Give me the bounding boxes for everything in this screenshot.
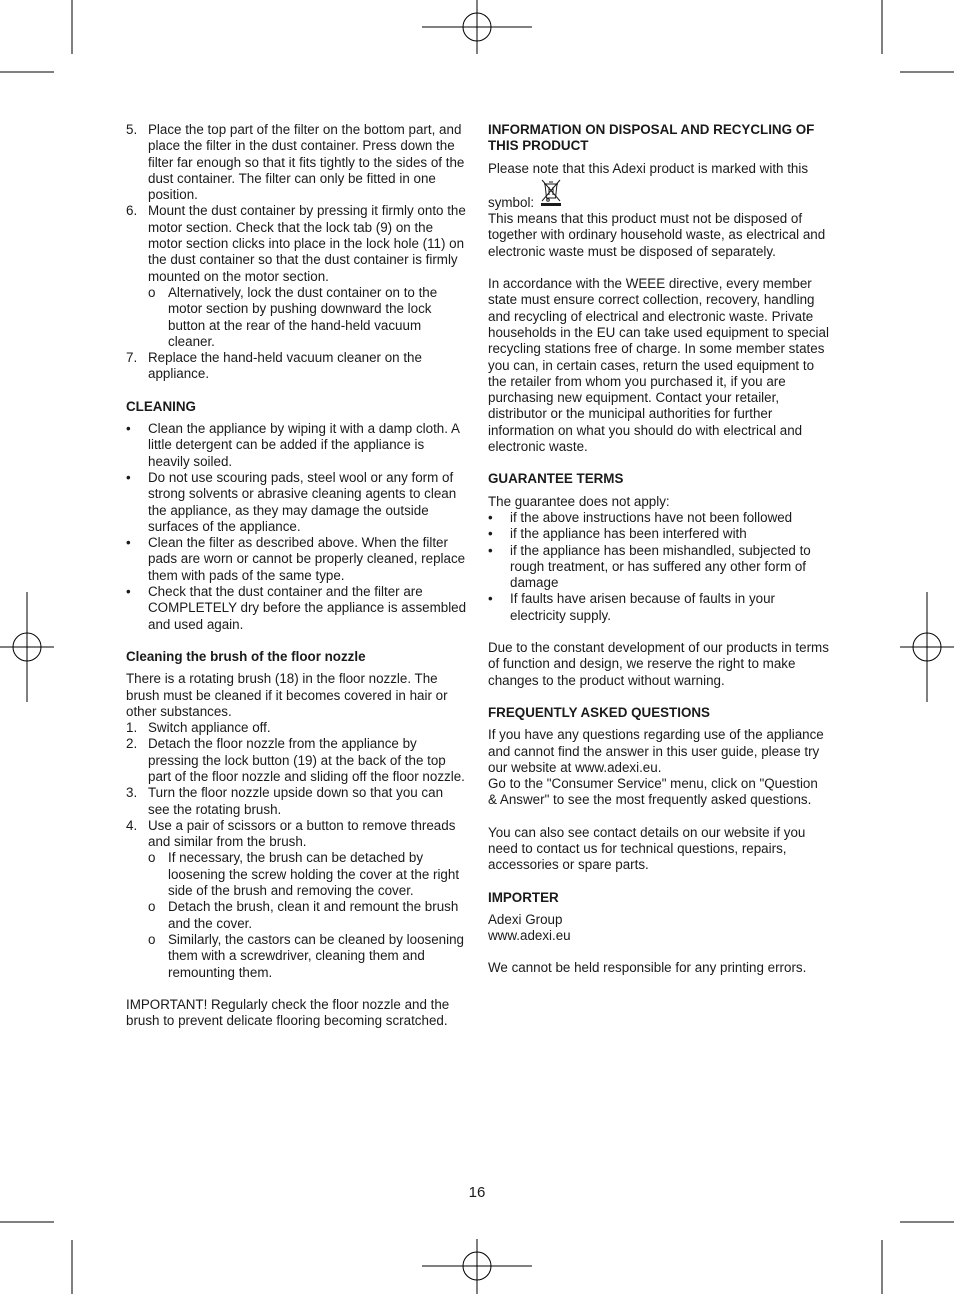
assembly-steps-continued: [126, 350, 468, 383]
registration-mark-left: [0, 592, 54, 702]
brush-sub-steps: [126, 850, 468, 980]
registration-mark-right: [900, 592, 954, 702]
importer-name: Adexi Group: [488, 911, 563, 927]
registration-mark-top: [422, 0, 532, 54]
list-item: 2. Detach the floor nozzle from the appliance by pressing the lock button (19) at the back of the top part of the floor nozzle and sliding off the floor nozzle.: [126, 736, 465, 784]
page-number: 16: [468, 1184, 486, 1201]
assembly-steps: [126, 122, 468, 285]
list-item: 1. Switch appliance off.: [126, 720, 271, 736]
guarantee-heading: GUARANTEE TERMS: [488, 471, 624, 487]
list-item: 5. Place the top part of the filter on the bottom part, and place the filter in the dust container. Press down the filter far enough so that it fits tightly to the sides of the dust container. The filter can only be fitted in one position.: [126, 122, 465, 203]
disposal-heading: INFORMATION ON DISPOSAL AND RECYCLING OF THIS PRODUCT: [488, 122, 815, 154]
registration-mark-bottom: [422, 1239, 532, 1294]
faq-paragraph-1: If you have any questions regarding use of the appliance and cannot find the answer in this user guide, please try our website at www.adexi.eu.: [488, 727, 824, 775]
list-item: • Clean the appliance by wiping it with a damp cloth. A little detergent can be added if the appliance is heavily soiled.: [126, 421, 460, 469]
brush-steps: [126, 720, 468, 850]
list-item: • Do not use scouring pads, steel wool or any form of strong solvents or abrasive cleaning agents to clean the appliance, as they may damage the outside surfaces of the appliance.: [126, 469, 457, 534]
faq-heading: FREQUENTLY ASKED QUESTIONS: [488, 704, 710, 720]
cleaning-bullets: [126, 421, 468, 633]
list-item: 6. Mount the dust container by pressing it firmly onto the motor section. Check that the lock tab (9) on the motor section clicks into place in the lock hole (11) on the dust container so that the dust container is firmly mounted on the motor section.: [126, 203, 466, 284]
printing-disclaimer: We cannot be held responsible for any printing errors.: [488, 960, 807, 976]
list-item: 4. Use a pair of scissors or a button to remove threads and similar from the brush.: [126, 817, 456, 850]
list-item: • if the appliance has been mishandled, subjected to rough treatment, or has suffered any other form of damage: [488, 542, 811, 591]
importer-website: www.adexi.eu: [488, 928, 571, 944]
guarantee-note: Due to the constant development of our products in terms of function and design, we reserve the right to make changes to the product without warning.: [488, 640, 829, 688]
brush-intro: There is a rotating brush (18) in the floor nozzle. The brush must be cleaned if it becomes covered in hair or other substances.: [126, 671, 448, 719]
disposal-symbol-line: Please note that this Adexi product is marked with this symbol:: [488, 160, 809, 210]
crossed-out-wheelie-bin-icon: [540, 177, 562, 211]
list-item: o If necessary, the brush can be detached by loosening the screw holding the cover at the right side of the brush and removing the cover.: [148, 850, 460, 899]
weee-paragraph: In accordance with the WEEE directive, every member state must ensure correct collection, recovery, handling and recycling of electrical and electronic waste. Private households in the EU can take used equipment to special recycling stations free of charge. In some member states you can, in certain cases, return the used equipment to the retailer from whom you purchased it, if you are purchasing new equipment. Contact your retailer, distributor or the municipal authorities for further information on what you should do with electrical and electronic waste.: [488, 276, 829, 455]
list-item: • If faults have arisen because of faults in your electricity supply.: [488, 591, 775, 623]
list-item: 3. Turn the floor nozzle upside down so that you can see the rotating brush.: [126, 785, 444, 817]
brush-cleaning-heading: Cleaning the brush of the floor nozzle: [126, 648, 366, 664]
importer-heading: IMPORTER: [488, 889, 559, 905]
disposal-paragraph: This means that this product must not be disposed of together with ordinary household waste, as electrical and electronic waste must be disposed of separately.: [488, 211, 826, 259]
guarantee-intro: The guarantee does not apply:: [488, 493, 670, 509]
step-6-sub-list: [126, 285, 468, 350]
list-item: • if the above instructions have not been followed: [488, 509, 793, 525]
list-item: • if the appliance has been interfered with: [488, 526, 747, 542]
left-column: [126, 122, 468, 1029]
right-column: [488, 122, 830, 977]
list-item: o Alternatively, lock the dust container on to the motor section by pushing downward the lock button at the rear of the hand-held vacuum cleaner.: [148, 284, 438, 349]
list-item: • Check that the dust container and the filter are COMPLETELY dry before the appliance is assembled and used again.: [126, 584, 467, 632]
faq-paragraph-2: Go to the "Consumer Service" menu, click on "Question & Answer" to see the most frequently asked questions.: [488, 776, 818, 808]
important-note: IMPORTANT! Regularly check the floor nozzle and the brush to prevent delicate flooring becoming scratched.: [126, 996, 450, 1029]
list-item: • Clean the filter as described above. When the filter pads are worn or cannot be properly cleaned, replace them with pads of the same type.: [126, 535, 466, 583]
list-item: o Similarly, the castors can be cleaned by loosening them with a screwdriver, cleaning them and remounting them.: [148, 931, 464, 980]
cleaning-heading: CLEANING: [126, 398, 196, 414]
list-item: 7. Replace the hand-held vacuum cleaner on the appliance.: [126, 350, 422, 382]
guarantee-bullets: [488, 510, 830, 624]
list-item: o Detach the brush, clean it and remount the brush and the cover.: [148, 899, 459, 931]
faq-paragraph-3: You can also see contact details on our website if you need to contact us for technical questions, repairs, accessories or spare parts.: [488, 824, 806, 873]
